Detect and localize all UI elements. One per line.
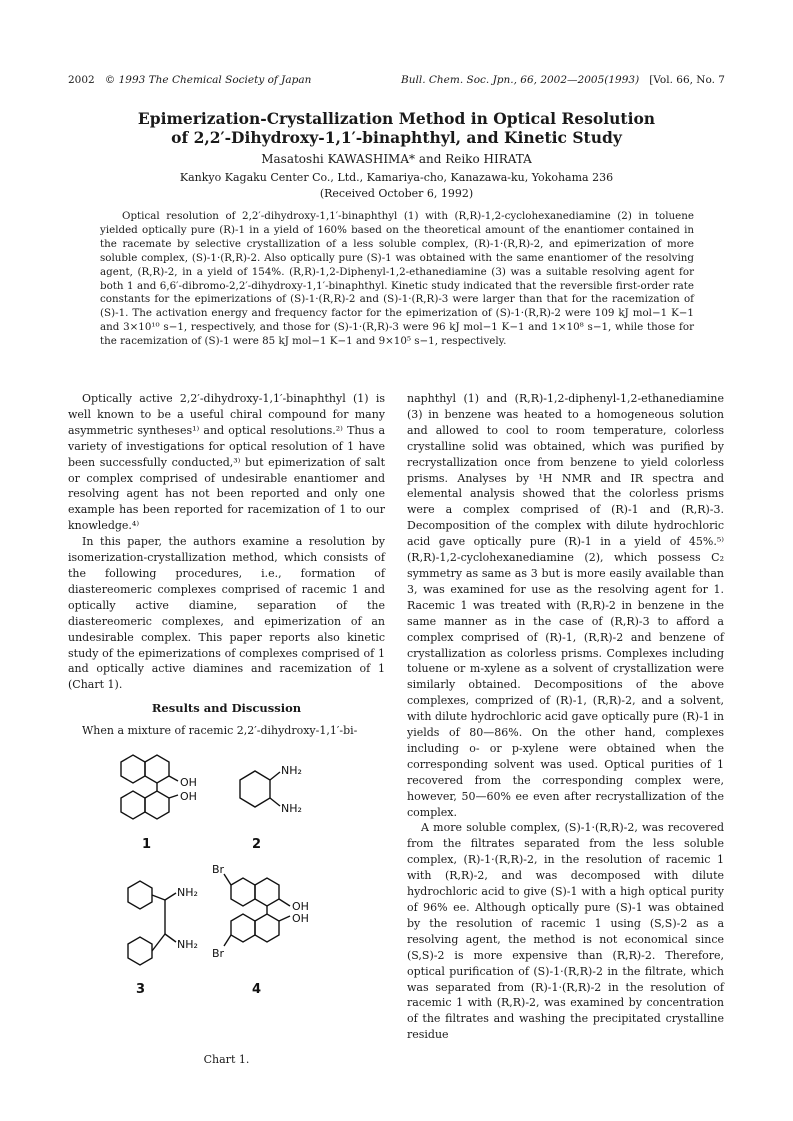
compound-label-2: 2 [252,837,262,852]
oh-label-2: OH [180,790,197,803]
header-right [401,74,725,86]
compound-label-3: 3 [136,982,146,997]
results-paragraph-start: When a mixture of racemic 2,2′-dihydroxy-1,1′-bi- [82,724,358,738]
received-date: (Received October 6, 1992) [319,187,474,200]
results-paragraph-2: A more soluble complex, (S)-1·(R,R)-2, was recovered from the filtrates separated from the less soluble complex, (R)-1·(R,R)-2, in the resolution of racemic 1 with (R,R)-2, and was decomposed with dilute hydrochloric acid to give (S)-1 with a high optical purity of 96% ee. Although optically pure (S)-1 was obtained by the resolution of racemic 1 using (S,S)-2 as a resolving agent, the method is not economical since (S,S)-2 is more expensive than (R,R)-2. Therefore, optical purification of (S)-1·(R,R)-2 in the filtrate, which was separated from (R)-1·(R,R)-2 in the resolution of racemic 1 with (R,R)-2, was examined by concentration of the filtrates and washing the precipitated crystalline residue [407,821,724,1042]
intro-paragraph-1: Optically active 2,2′-dihydroxy-1,1′-binaphthyl (1) is well known to be a useful chiral compound for many asymmetric syntheses¹⁾ and optical resolutions.²⁾ Thus a variety of investigations for optical resolution of 1 have been successfully conducted,³⁾ but epimerization of salt or complex comprised of undesirable enantiomer and resolving agent has not been reported and only one example has been reported for racemization of 1 to our knowledge.⁴⁾ [68,392,385,533]
oh-label-4: OH [292,912,309,925]
volume: [Vol. 66, No. 7 [649,74,725,86]
compound-label-1: 1 [142,837,152,852]
nh2-label-2: NH₂ [281,802,302,815]
journal-citation: Bull. Chem. Soc. Jpn., 66, 2002—2005(1993) [401,74,640,86]
title-line-1: Epimerization-Crystallization Method in Optical Resolution [137,109,656,128]
oh-label-1: OH [180,776,197,789]
chart-caption: Chart 1. [203,1053,250,1066]
left-column [68,391,385,739]
authors: Masatoshi KAWASHIMA* and Reiko HIRATA [261,152,532,166]
affiliation: Kankyo Kagaku Center Co., Ltd., Kamariya-cho, Kanazawa-ku, Yokohama 236 [179,171,614,184]
right-column [407,391,724,1043]
intro-paragraph-2: In this paper, the authors examine a resolution by isomerization-crystallization method, which consists of the following procedures, i.e., formation of diastereomeric complexes comprised of racemic 1 and optically active diamine, separation of the diastereomeric complexes, and epimerization of an undesirable complex. This paper reports also kinetic study of the epimerizations of complexes comprised of 1 and optically active diamines and racemization of 1 (Chart 1). [68,535,385,692]
header-left [68,74,311,86]
compound-label-4: 4 [252,982,262,997]
binaphthyl-structure [121,755,178,819]
running-header [68,74,725,86]
br-label-1: Br [212,863,225,876]
nh2-label-1: NH₂ [281,764,302,777]
cyclohexanediamine-structure [240,771,280,807]
oh-label-3: OH [292,900,309,913]
results-paragraph-continued: naphthyl (1) and (R,R)-1,2-diphenyl-1,2-ethanediamine (3) in benzene was heated to a homogeneous solution and allowed to cool to room temperature, colorless crystalline solid was obtained, which was purified by recrystallization once from benzene to yield colorless prisms. Analyses by ¹H NMR and IR spectra and elemental analysis showed that the colorless prisms were a complex comprised of (R)-1 and (R,R)-3. Decomposition of the complex with dilute hydrochloric acid gave optically pure (R)-1 in a yield of 45%.⁵⁾ (R,R)-1,2-cyclohexanediamine (2), which possess C₂ symmetry as same as 3 but is more easily available than 3, was examined for use as the resolving agent for 1. Racemic 1 was treated with (R,R)-2 in benzene in the same manner as in the case of (R,R)-3 to afford a complex comprised of (R)-1, (R,R)-2 and benzene of crystallization as colorless prisms. Complexes including toluene or m-xylene as a solvent of crystallization were similarly obtained. Decompositions of the above complexes, comprized of (R)-1, (R,R)-2, and a solvent, with dilute hydrochloric acid gave optically pure (R)-1 in yields of 80—86%. On the other hand, complexes including o- or p-xylene were obtained when the corresponding solvent was used. Optical purities of 1 recovered from the corresponding complex were, however, 50—60% ee even after recrystallization of the complex. [407,392,724,819]
diphenylethanediamine-structure [128,881,176,965]
dibromobinaphthyl-structure [224,874,290,946]
section-heading: Results and Discussion [151,701,302,716]
article-title [0,109,793,147]
br-label-2: Br [212,947,225,960]
nh2-label-3: NH₂ [177,886,198,899]
copyright: © 1993 The Chemical Society of Japan [104,74,312,86]
nh2-label-4: NH₂ [177,938,198,951]
title-line-2: of 2,2′-Dihydroxy-1,1′-binaphthyl, and Kinetic Study [171,128,622,147]
abstract: Optical resolution of 2,2′-dihydroxy-1,1′-binaphthyl (1) with (R,R)-1,2-cyclohexanediamine (2) in toluene yielded optically pure (R)-1 in a yield of 160% based on the theoretical amount of the enantiomer contained in the racemate by selective crystallization of a less soluble complex, (R)-1·(R,R)-2, and epimerization of more soluble complex, (S)-1·(R,R)-2. Also optically pure (S)-1 was obtained with the same enantiomer of the resolving agent, (R,R)-2, in a yield of 154%. (R,R)-1,2-Diphenyl-1,2-ethanediamine (3) was a suitable resolving agent for both 1 and 6,6′-dibromo-2,2′-dihydroxy-1,1′-binaphthyl. Kinetic study indicated that the reversible first-order rate constants for the epimerizations of (S)-1·(R,R)-2 and (S)-1·(R,R)-3 were larger than that for the racemization of (S)-1. The activation energy and frequency factor for the epimerization of (S)-1·(R,R)-2 were 109 kJ mol−1 K−1 and 3×10¹⁰ s−1, respectively, and those for (S)-1·(R,R)-3 were 96 kJ mol−1 K−1 and 1×10⁸ s−1, while those for the racemization of (S)-1 were 85 kJ mol−1 K−1 and 9×10⁵ s−1, respectively. [100,210,694,348]
page-number: 2002 [68,74,95,86]
chart-1-structures [100,750,350,1050]
